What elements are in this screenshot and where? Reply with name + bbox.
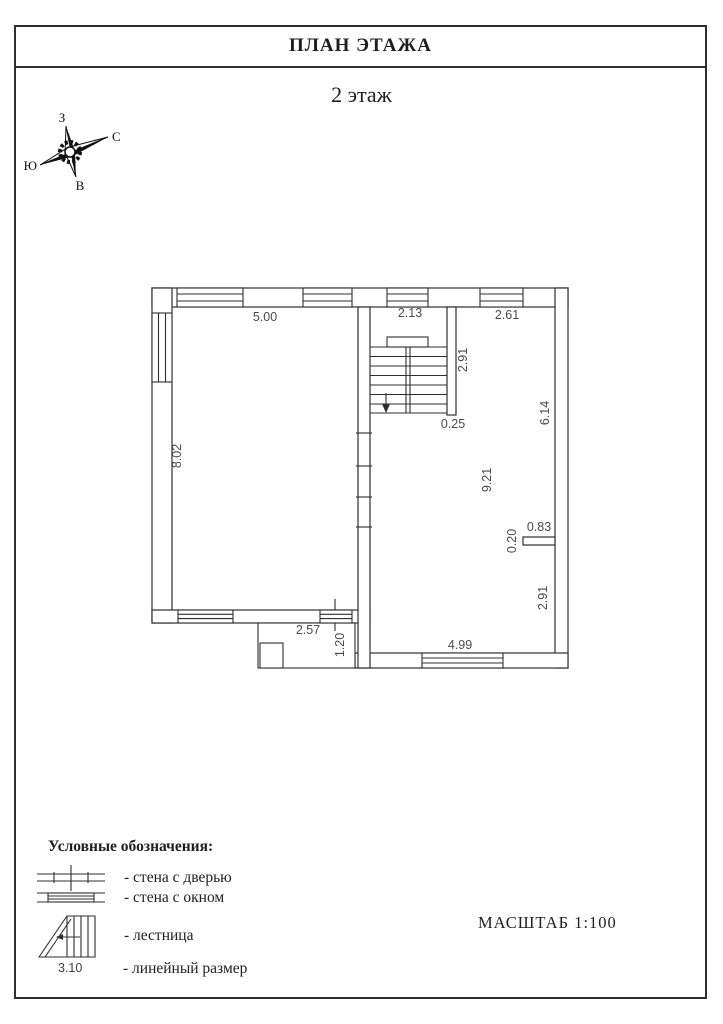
compass-east-label: В [75,178,85,193]
dim-top-right-width: 2.61 [494,308,520,322]
window-bottom-left-1 [178,610,233,623]
wall-with-window-icon [36,889,106,907]
compass-west-label: З [58,110,66,125]
dim-room-left-width: 5.00 [252,310,278,324]
legend-label: - стена с окном [124,889,225,906]
dim-stair-wall: 0.25 [440,417,466,431]
wall-ledge [523,537,555,545]
legend-label: - линейный размер [123,960,248,977]
dim-right-lower-height: 2.91 [536,585,550,611]
stairs-down-arrow-icon [382,393,390,413]
dim-bottom-right-width: 4.99 [447,638,473,652]
window-bottom-right [422,653,503,668]
legend-item-stairs [36,912,193,960]
stairs-icon [36,912,106,960]
balcony-shaft [260,643,283,668]
dim-ledge-length: 0.83 [526,520,552,534]
floor-subtitle: 2 этаж [331,82,392,107]
window-top-1 [177,288,243,307]
wall-right [555,288,568,668]
compass-south-label: Ю [23,158,37,173]
page-title: ПЛАН ЭТАЖА [288,34,433,56]
wall-stair [447,307,456,415]
floor-plan [152,288,568,668]
dim-right-room-height: 9.21 [480,467,494,493]
dim-right-upper-height: 6.14 [538,400,552,426]
dim-room-left-height: 8.02 [170,443,184,469]
stairs [370,337,447,413]
legend-item-linear-dimension [123,960,247,978]
window-bottom-left-2 [320,610,352,623]
wall-interior [358,307,370,668]
compass-north-label: С [112,129,121,144]
scale-label: МАСШТАБ 1:100 [478,913,617,932]
compass-rose-icon [24,110,121,193]
legend-label: - лестница [124,927,194,944]
window-top-4 [480,288,523,307]
legend-item-wall-with-door [36,864,232,892]
dim-balcony-depth: 1.20 [333,632,347,658]
dim-stair-hall-width: 2.13 [397,306,423,320]
window-top-3 [387,288,428,307]
dim-stair-depth: 2.91 [456,347,470,373]
wall-with-door-icon [36,864,106,892]
window-left [152,313,172,382]
legend-title: Условные обозначения: [48,838,214,855]
legend-label: - стена с дверью [124,869,232,886]
legend-dimension-sample: 3.10 [58,961,83,975]
window-top-2 [303,288,352,307]
dim-balcony-width: 2.57 [295,623,321,637]
dim-ledge-thickness: 0.20 [505,528,519,554]
legend-item-wall-with-window [36,889,224,907]
